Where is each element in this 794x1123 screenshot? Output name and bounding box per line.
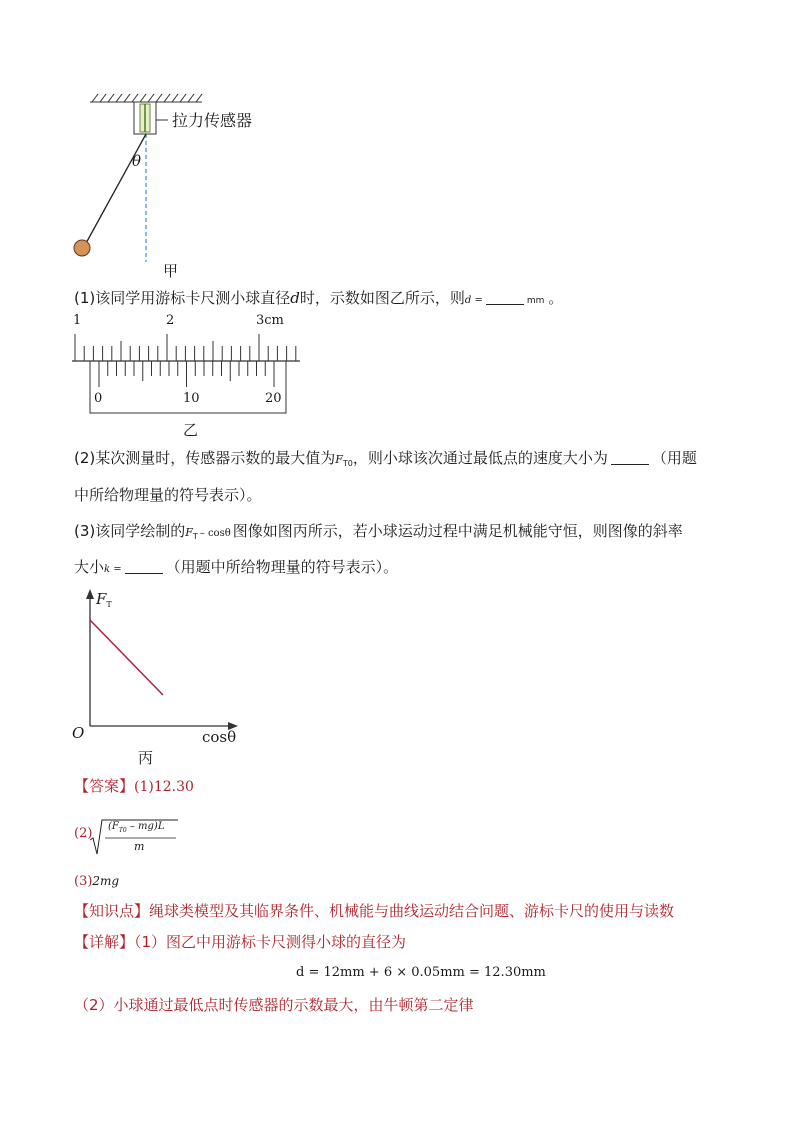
q1-expr: d = [464,295,483,306]
q2-text-b: ，则小球该次通过最低点的速度大小为 [352,449,608,467]
detail-tag: 【详解】 [74,933,135,951]
q3-text-b: 图像如图丙所示，若小球运动过程中满足机械能守恒，则图像的斜率 [232,522,683,540]
angle-theta-label: θ [132,152,142,170]
figure-bing-caption: 丙 [138,749,154,767]
pendulum-string [85,134,146,245]
num-sub: T0 [118,827,127,834]
detail-line-1 [74,932,406,952]
y-label-f: F [96,590,107,608]
graph-line [90,620,163,695]
num-a: (F [108,821,119,832]
answer-line-1 [74,776,194,797]
figure-jia-caption: 甲 [163,262,179,280]
answer-3 [74,870,119,889]
q2-text-c: （用题 [651,449,697,467]
figure-yi-caption: 乙 [183,421,199,439]
q3-text-a: (3)该同学绘制的 [74,522,186,540]
q1-end: 。 [548,289,564,307]
question-3-line1 [74,521,683,547]
q3-text-a2: 大小 [74,558,105,576]
q3-expr-rest: – cosθ [199,528,231,539]
y-axis-arrow [86,589,94,599]
detail-line-2: （2）小球通过最低点时传感器的示数最大，由牛顿第二定律 [74,996,474,1014]
q2-symbol: F [335,453,343,466]
q1-unit: mm [526,296,545,306]
answer-3-value: 2mg [92,874,120,888]
knowledge-point [74,901,674,921]
num-b: – mg)L [126,821,165,832]
answer-2-denominator: m [134,840,145,853]
graph-origin: O [72,724,85,742]
ceiling-hatch [90,94,202,102]
q2-blank [611,450,649,465]
main-scale-label-1: 1 [73,313,82,328]
ft-cos-graph [70,585,250,745]
q1-text-b: 时，示数如图乙所示，则 [299,289,465,307]
question-2-line2: 中所给物理量的符号表示）。 [74,486,262,504]
q2-text-a: (2)某次测量时，传感器示数的最大值为 [74,449,336,467]
q3-expr: F [185,526,193,539]
y-label-sub: T [106,600,112,609]
q1-var-d: d [290,289,300,307]
question-1 [74,288,563,311]
graph-y-label [96,590,112,609]
vernier-label-20: 20 [265,391,282,406]
knowledge-text: 绳球类模型及其临界条件、机械能与曲线运动结合问题、游标卡尺的使用与读数 [149,902,675,920]
answer-2-numerator [108,821,164,834]
q3-k: k = [104,564,122,575]
vernier-label-10: 10 [183,391,200,406]
question-2-line1 [74,448,697,474]
main-scale-label-3cm: 3cm [256,313,284,328]
graph-x-label: cosθ [202,728,237,746]
answer-tag: 【答案】 [74,777,135,795]
answer-2-prefix: (2) [74,826,93,841]
pendulum-ball [74,240,90,256]
q3-text-b2: （用题中所给物理量的符号表示）。 [165,558,399,576]
vernier-label-0: 0 [94,391,103,406]
detail-equation: d = 12mm + 6 × 0.05mm = 12.30mm [296,965,546,980]
answer-2 [74,818,204,858]
q2-symbol-sub: T0 [342,459,353,468]
question-3-line2 [74,557,398,580]
answer-3-prefix: (3) [74,874,93,889]
q3-blank [125,559,163,574]
q3-expr-sub: T [192,532,198,541]
detail-p1: （1）图乙中用游标卡尺测得小球的直径为 [134,933,407,951]
q1-blank [486,290,524,305]
main-scale-label-2: 2 [166,313,175,328]
answer-1: (1)12.30 [134,779,194,795]
knowledge-tag: 【知识点】 [74,902,150,920]
q1-text-a: (1)该同学用游标卡尺测小球直径 [74,289,291,307]
sensor-label: 拉力传感器 [172,111,253,130]
